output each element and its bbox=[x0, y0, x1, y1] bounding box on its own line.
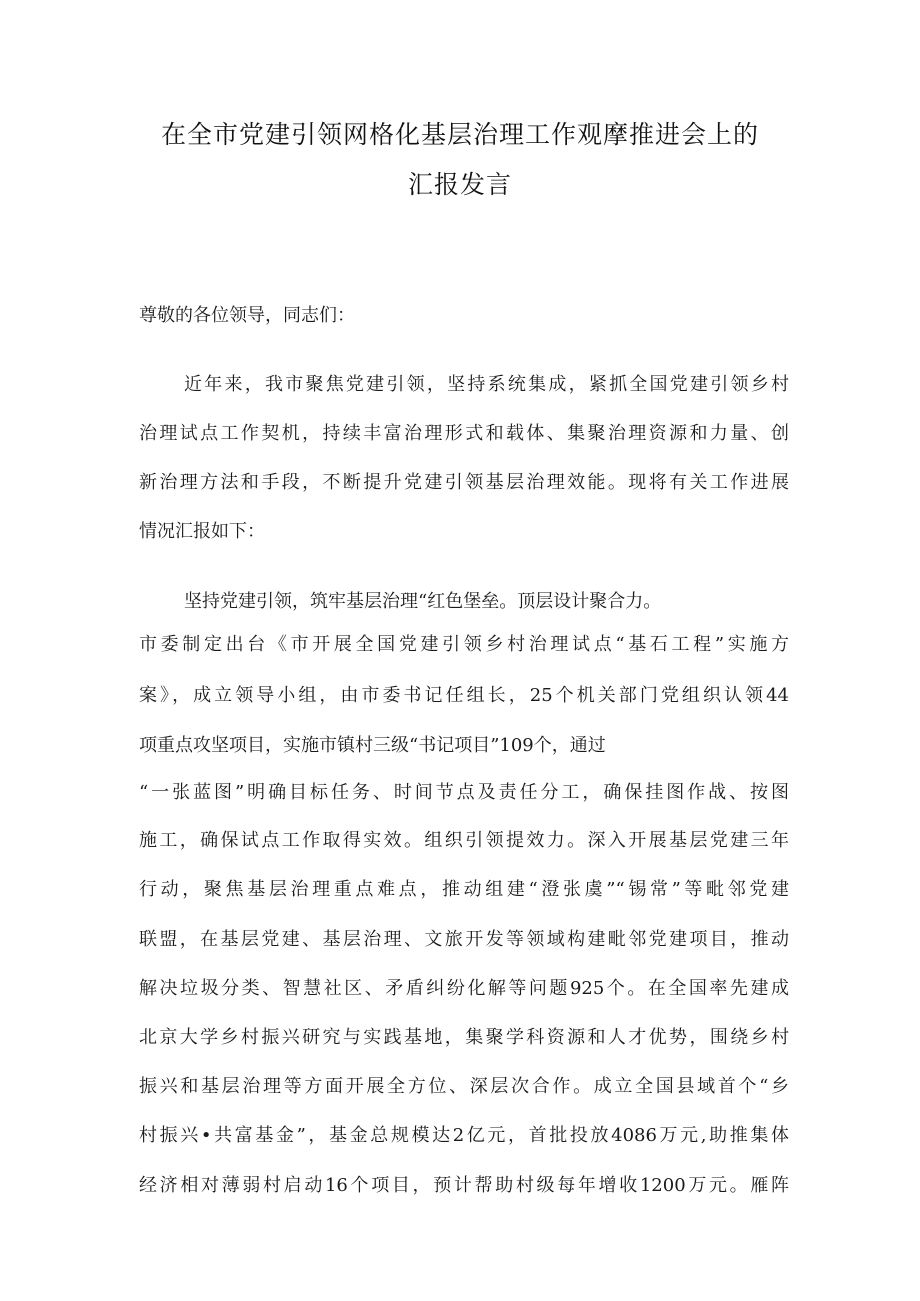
document-title-line-1: 在全市党建引领网格化基层治理工作观摩推进会上的 bbox=[160, 120, 759, 149]
paragraph-line: “一张蓝图”明确目标任务、时间节点及责任分工，确保挂图作战、按图 bbox=[139, 782, 789, 803]
paragraph-line: 情况汇报如下： bbox=[139, 521, 265, 542]
paragraph-line: 行动，聚焦基层治理重点难点，推动组建“澄张虞”“锡常”等毗邻党建 bbox=[139, 879, 789, 900]
paragraph-line: 解决垃圾分类、智慧社区、矛盾纠纷化解等问题925个。在全国率先建成 bbox=[139, 978, 789, 999]
paragraph-line: 近年来，我市聚焦党建引领，坚持系统集成，紧抓全国党建引领乡村 bbox=[184, 374, 789, 395]
paragraph-line: 新治理方法和手段，不断提升党建引领基层治理效能。现将有关工作进展 bbox=[139, 472, 789, 493]
paragraph-line: 村振兴•共富基金”，基金总规模达2亿元，首批投放4086万元,助推集体 bbox=[139, 1125, 789, 1146]
paragraph-line: 市委制定出台《市开展全国党建引领乡村治理试点“基石工程”实施方 bbox=[139, 634, 789, 655]
salutation: 尊敬的各位领导，同志们： bbox=[139, 305, 355, 326]
paragraph-line: 施工，确保试点工作取得实效。组织引领提效力。深入开展基层党建三年 bbox=[139, 830, 789, 851]
paragraph-line: 案》，成立领导小组，由市委书记任组长，25个机关部门党组织认领44 bbox=[139, 685, 789, 706]
paragraph-line: 北京大学乡村振兴研究与实践基地，集聚学科资源和人才优势，围绕乡村 bbox=[139, 1027, 789, 1048]
paragraph-line: 项重点攻坚项目，实施市镇村三级“书记项目”109个，通过 bbox=[139, 735, 606, 756]
paragraph-line: 联盟，在基层党建、基层治理、文旅开发等领域构建毗邻党建项目，推动 bbox=[139, 929, 789, 950]
document-title-line-2: 汇报发言 bbox=[407, 170, 512, 199]
paragraph-line: 治理试点工作契机，持续丰富治理形式和载体、集聚治理资源和力量、创 bbox=[139, 423, 789, 444]
paragraph-line: 经济相对薄弱村启动16个项目，预计帮助村级每年增收1200万元。雁阵 bbox=[139, 1175, 789, 1196]
paragraph-line: 坚持党建引领，筑牢基层治理“红色堡垒。顶层设计聚合力。 bbox=[184, 591, 662, 612]
paragraph-line: 振兴和基层治理等方面开展全方位、深层次合作。成立全国县域首个“乡 bbox=[139, 1076, 789, 1097]
